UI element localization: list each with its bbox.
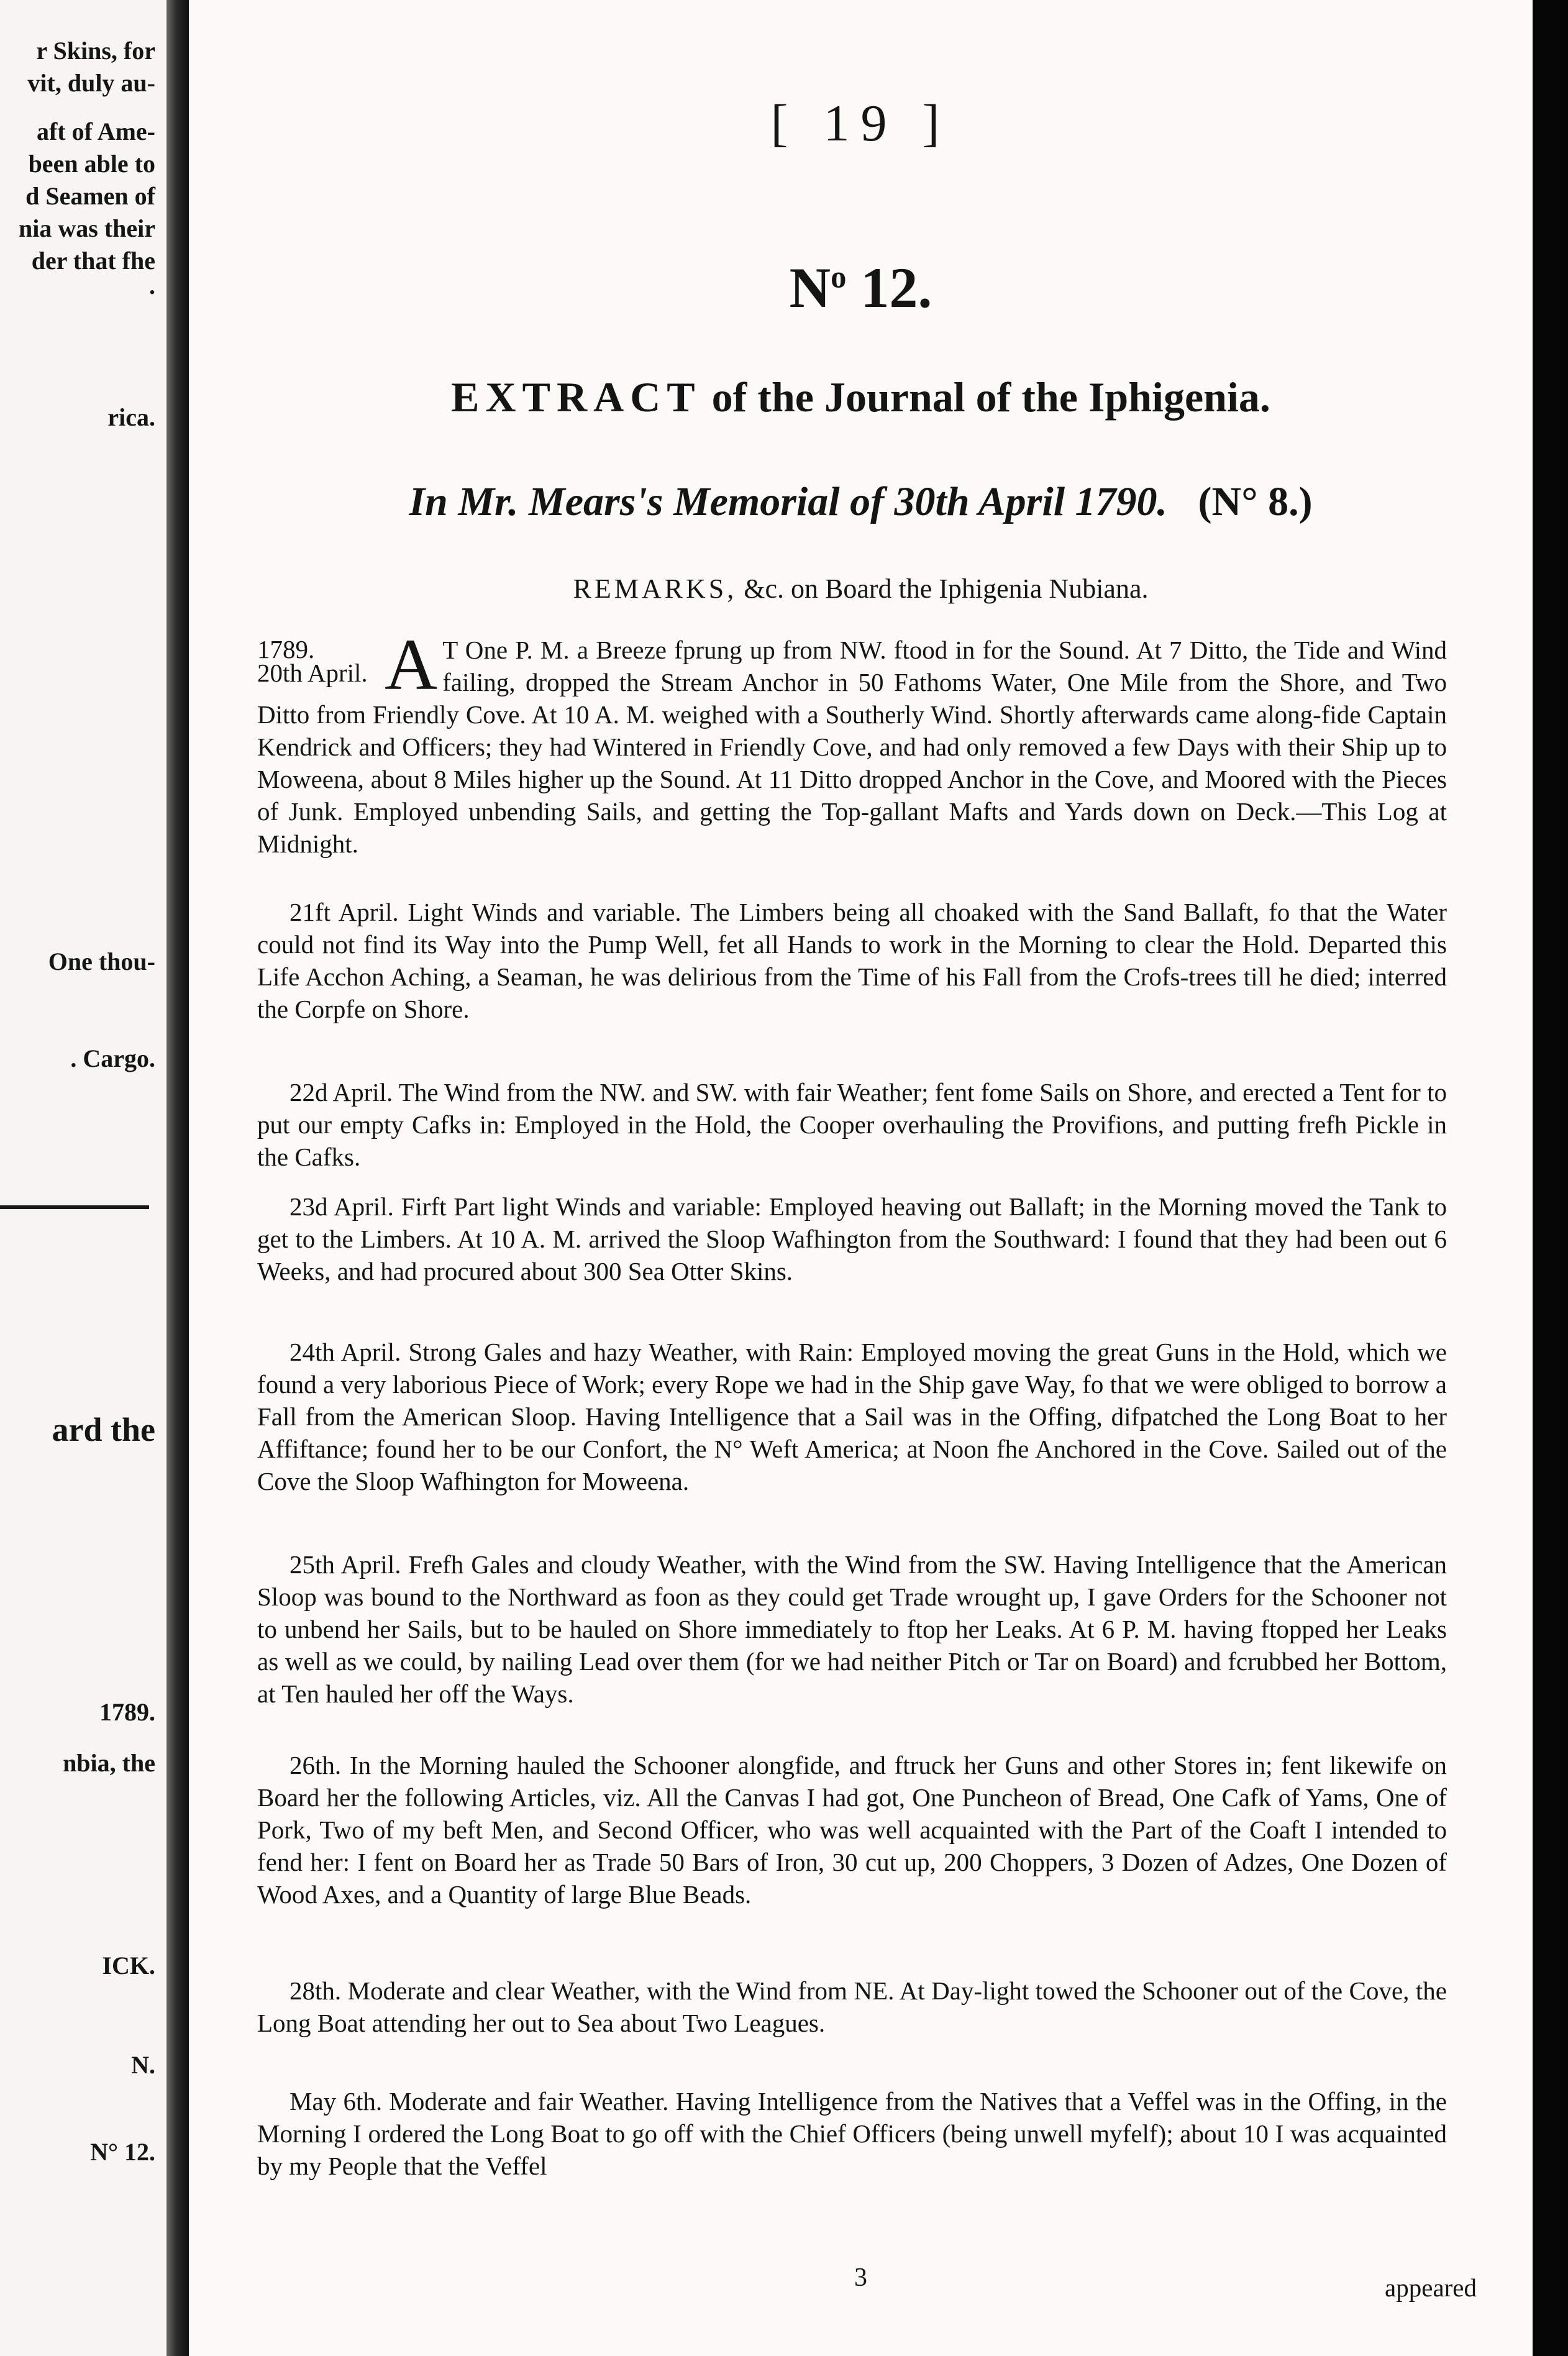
book-gutter bbox=[166, 0, 189, 2356]
remarks-rest: &c. on Board the Iphigenia Nubiana. bbox=[737, 573, 1149, 604]
entry-date-margin bbox=[257, 634, 385, 685]
journal-entry-april-23: 23d April. Firft Part light Winds and variable: Employed heaving out Ballaft; in the Morning moved the Tank to get to the Limbers. At 10 A. M. arrived the Sloop Wafhington from the Southward: I found that they had been out 6 Weeks, and had procured about 300 Sea Otter Skins. bbox=[257, 1192, 1447, 1285]
doc-number-superscript: o bbox=[831, 259, 847, 294]
journal-entry-april-22: 22d April. The Wind from the NW. and SW. with fair Weather; fent fome Sails on Shore, and erected a Tent for to put our empty Cafks in: Employed in the Hold, the Cooper overhauling the Provifions, and putting frefh Pickle in the Cafks. bbox=[257, 1078, 1447, 1171]
left-fragment-line: ICK. bbox=[102, 1952, 155, 1979]
left-fragment-line: N° 12. bbox=[90, 2138, 155, 2166]
left-fragment-line: One thou- bbox=[48, 947, 155, 975]
left-fragment-line: 1789. bbox=[99, 1698, 155, 1726]
left-fragment-line: . bbox=[149, 272, 155, 299]
journal-entry-april-24: 24th April. Strong Gales and hazy Weather, with Rain: Employed moving the great Guns in the Hold, which we found a very laborious Piece of Work; every Rope we had in the Ship gave Way, fo that we were obliged to borrow a Fall from the American Sloop. Having Intelligence that a Sail was in the Offing, difpatched the Long Boat to her Affiftance; found her to be our Confort, the N° Weft America; at Noon fhe Anchored in the Cove. Sailed out of the Cove the Sloop Wafhington for Moweena. bbox=[257, 1338, 1447, 1495]
page-number: [ 19 ] bbox=[770, 94, 951, 152]
journal-entry-april-21: 21ft April. Light Winds and variable. The Limbers being all choaked with the Sand Ballaft, fo that the Water could not find its Way into the Pump Well, fet all Hands to work in the Morning to clear the Hold. Departed this Life Acchon Aching, a Seaman, he was delirious from the Time of his Fall from the Crofs-trees till he died; interred the Corpfe on Shore. bbox=[257, 898, 1447, 1023]
memorial-text: In Mr. Mears's Memorial of 30th April 1790. bbox=[409, 479, 1168, 524]
left-fragment-line: . Cargo. bbox=[70, 1044, 155, 1072]
catchword: appeared bbox=[1385, 2273, 1477, 2302]
left-fragment-line: N. bbox=[131, 2051, 155, 2079]
doc-number-letter: N bbox=[789, 256, 831, 319]
memorial-reference bbox=[189, 478, 1533, 526]
journal-entry-april-28: 28th. Moderate and clear Weather, with the Wind from NE. At Day-light towed the Schooner out of the Cove, the Long Boat attending her out to Sea about Two Leagues. bbox=[257, 1976, 1447, 2037]
drop-cap-letter: A bbox=[385, 624, 438, 705]
left-fragment-line: nia was their bbox=[19, 214, 155, 242]
left-fragment-line: d Seamen of bbox=[25, 182, 155, 210]
entry-date: 20th April. bbox=[257, 659, 368, 687]
left-fragment-line: vit, duly au- bbox=[27, 69, 155, 97]
extract-title bbox=[189, 373, 1533, 422]
journal-entry-may-6: May 6th. Moderate and fair Weather. Having Intelligence from the Natives that a Veffel was in the Offing, in the Morning I ordered the Long Boat to go off with the Chief Officers (being unwell myfelf); about 10 I was acquainted by my People that the Veffel bbox=[257, 2087, 1447, 2180]
entry-year: 1789. bbox=[257, 635, 315, 664]
document-page bbox=[189, 0, 1533, 2356]
memorial-number: (N° 8.) bbox=[1198, 479, 1313, 524]
extract-word: EXTRACT bbox=[451, 373, 701, 421]
scan-border bbox=[1533, 0, 1568, 2356]
left-fragment-line: aft of Ame- bbox=[36, 117, 155, 145]
entry-text: T One P. M. a Breeze fprung up from NW. ftood in for the Sound. At 7 Ditto, the Tide and Wind failing, dropped the Stream Anchor in 50 Fathoms Water, One Mile from the Shore, and Two Ditto from Friendly Cove. At 10 A. M. weighed with a Southerly Wind. Shortly afterwards came along-fide Captain Kendrick and Officers; they had Wintered in Friendly Cove, and had only removed a few Days with their Ship up to Moweena, about 8 Miles higher up the Sound. At 11 Ditto dropped Anchor in the Cove, and Moored with the Pieces of Junk. Employed unbending Sails, and getting the Top-gallant Mafts and Yards down on Deck.—This Log at Midnight. bbox=[257, 636, 1447, 858]
left-fragment-line: been able to bbox=[28, 150, 155, 178]
journal-entry-april-26: 26th. In the Morning hauled the Schooner alongfide, and ftruck her Guns and other Stores in; fent likewife on Board her the following Articles, viz. All the Canvas I had got, One Puncheon of Bread, One Cafk of Yams, One of Pork, Two of my beft Men, and Second Officer, who was well acquainted with the Part of the Coaft I intended to fend her: I fent on Board her as Trade 50 Bars of Iron, 30 cut up, 200 Choppers, 3 Dozen of Adzes, One Dozen of Wood Axes, and a Quantity of large Blue Beads. bbox=[257, 1751, 1447, 1909]
document-number bbox=[189, 255, 1533, 321]
doc-number-value: 12. bbox=[846, 256, 932, 319]
left-fragment-line: rica. bbox=[107, 403, 155, 431]
journal-entry-april-25: 25th April. Frefh Gales and cloudy Weather, with the Wind from the SW. Having Intelligence that the American Sloop was bound to the Northward as foon as they could get Trade wrought up, I gave Orders for the Schooner not to unbend her Sails, but to be hauled on Shore immediately to ftop her Leaks. At 6 P. M. having ftopped her Leaks as well as we could, by nailing Lead over them (for we had neither Pitch or Tar on Board) and fcrubbed her Bottom, at Ten hauled her off the Ways. bbox=[257, 1550, 1447, 1708]
left-fragment-line: der that fhe bbox=[31, 247, 155, 275]
left-fragment-line: r Skins, for bbox=[36, 37, 155, 65]
left-section-rule bbox=[0, 1205, 149, 1209]
journal-entry-april-20 bbox=[257, 624, 1447, 860]
left-fragment-line: nbia, the bbox=[63, 1749, 155, 1777]
previous-page-fragment bbox=[0, 0, 166, 2356]
remarks-heading bbox=[189, 573, 1533, 605]
remarks-caps: REMARKS, bbox=[573, 573, 737, 604]
signature-mark: 3 bbox=[854, 2263, 867, 2292]
extract-title-rest: of the Journal of the Iphigenia. bbox=[701, 373, 1270, 421]
left-fragment-line: ard the bbox=[52, 1411, 155, 1448]
